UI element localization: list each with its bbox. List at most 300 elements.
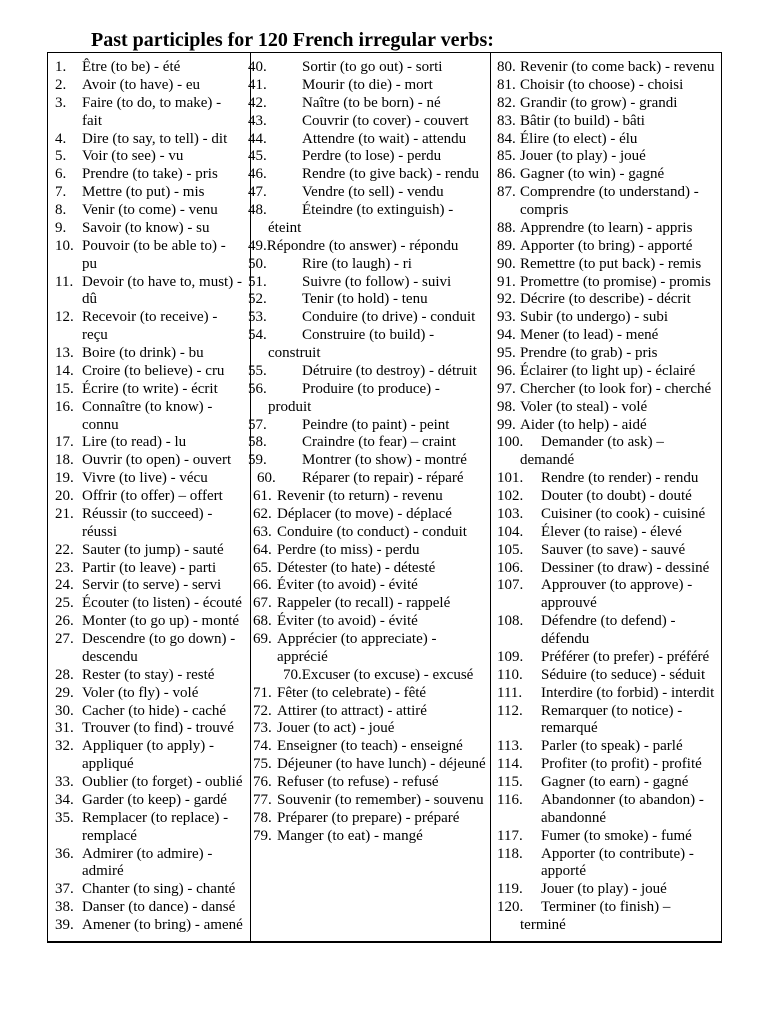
item-number: 75. [253, 756, 272, 773]
item-text: Subir (to undergo) - subi [520, 309, 669, 326]
item-number: 119. [497, 881, 523, 898]
item-text: Être (to be) - été [82, 59, 181, 75]
item-number: 38. [55, 899, 74, 916]
item-text-continued: construit [268, 345, 321, 361]
verb-item [47, 95, 279, 131]
verb-item [250, 470, 482, 488]
item-number: 96. [497, 362, 516, 379]
item-text: Attendre (to wait) - attendu [302, 130, 467, 147]
item-number: 44. [248, 130, 267, 147]
item-text: Fêter (to celebrate) - fêté [277, 684, 427, 701]
item-text-continued: admiré [82, 863, 124, 880]
item-text-continued: descendu [82, 648, 138, 665]
item-number: 13. [55, 345, 74, 361]
item-text: Éviter (to avoid) - évité [277, 613, 418, 630]
item-text: Chanter (to sing) - chanté [82, 881, 236, 898]
item-text: Offrir (to offer) – offert [82, 488, 223, 504]
item-number: 29. [55, 684, 74, 701]
verb-item [47, 77, 279, 95]
verb-item [250, 274, 482, 292]
item-text: Conduire (to conduct) - conduit [277, 523, 467, 540]
item-number: 86. [497, 166, 516, 183]
item-text-continued: dû [82, 291, 97, 308]
item-text: Voler (to fly) - volé [82, 684, 199, 701]
item-number: 59. [248, 452, 267, 469]
verb-item [490, 345, 722, 363]
item-number: 109. [497, 648, 524, 665]
item-number: 79. [253, 827, 272, 844]
item-number: 23. [55, 559, 74, 576]
item-number: 21. [55, 505, 74, 522]
verb-item [250, 828, 482, 846]
item-number: 112. [497, 702, 523, 719]
item-text: Parler (to speak) - parlé [541, 738, 683, 755]
item-text: Réparer (to repair) - réparé [302, 470, 464, 487]
item-text-continued: abandonné [541, 809, 606, 826]
verb-item [47, 613, 279, 631]
item-text: Chercher (to look for) - cherché [520, 380, 712, 397]
verb-item [47, 881, 279, 899]
verb-item [47, 399, 279, 435]
verb-item [250, 434, 482, 452]
item-number: 48. [248, 202, 267, 218]
verb-item [250, 685, 482, 703]
item-number: 51. [248, 273, 267, 290]
item-text: Voler (to steal) - volé [520, 398, 648, 415]
item-text: Trouver (to find) - trouvé [82, 720, 234, 737]
verb-item [490, 828, 722, 846]
verb-item [490, 184, 722, 220]
verb-item [250, 309, 482, 327]
item-number: 22. [55, 541, 74, 558]
item-text-continued: fait [82, 112, 102, 129]
item-number: 32. [55, 738, 74, 755]
item-text: Partir (to leave) - parti [82, 559, 217, 576]
item-number: 108. [497, 613, 524, 630]
item-text: Venir (to come) - venu [82, 202, 218, 218]
item-number: 66. [253, 577, 272, 594]
item-text: Défendre (to defend) - [541, 613, 676, 630]
item-text: Écouter (to listen) - écouté [82, 595, 242, 612]
item-number: 111. [497, 684, 523, 701]
item-number: 78. [253, 809, 272, 826]
item-text: Admirer (to admire) - [82, 845, 213, 862]
item-number: 42. [248, 94, 267, 111]
item-text: Éviter (to avoid) - évité [277, 577, 418, 594]
item-text: Éteindre (to extinguish) - [302, 202, 454, 218]
item-text: Dire (to say, to tell) - dit [82, 130, 228, 147]
item-number: 57. [248, 416, 267, 433]
item-number: 104. [497, 523, 524, 540]
verb-item [47, 488, 279, 506]
item-number: 82. [497, 94, 516, 111]
item-text: Choisir (to choose) - choisi [520, 76, 684, 93]
item-text: Détruire (to destroy) - détruit [302, 362, 477, 379]
verb-item [250, 703, 482, 721]
item-number: 110. [497, 666, 523, 683]
item-text: Sauter (to jump) - sauté [82, 541, 224, 558]
verb-item [250, 166, 482, 184]
item-text: Tenir (to hold) - tenu [302, 291, 428, 308]
verb-item [490, 756, 722, 774]
item-number: 116. [497, 791, 523, 808]
item-text: Aider (to help) - aidé [520, 416, 647, 433]
item-number: 28. [55, 666, 74, 683]
item-text: Détester (to hate) - détesté [277, 559, 436, 576]
verb-item [250, 113, 482, 131]
item-text: Boire (to drink) - bu [82, 345, 204, 361]
item-number: 71. [253, 684, 272, 701]
verb-item [47, 345, 279, 363]
verb-item [250, 720, 482, 738]
item-text: Cacher (to hide) - caché [82, 702, 227, 719]
item-number: 97. [497, 380, 516, 397]
item-number: 15. [55, 380, 74, 397]
item-number: 10. [55, 237, 74, 254]
item-text: Rester (to stay) - resté [82, 666, 215, 683]
item-number: 50. [248, 255, 267, 272]
item-number: 45. [248, 148, 267, 165]
verb-item [250, 542, 482, 560]
verb-item [490, 685, 722, 703]
item-number: 65. [253, 559, 272, 576]
item-text: Fumer (to smoke) - fumé [541, 827, 692, 844]
item-text: Vivre (to live) - vécu [82, 470, 208, 487]
item-text: Connaître (to know) - [82, 398, 213, 415]
item-number: 3. [55, 94, 67, 111]
item-text-continued: demandé [520, 452, 575, 469]
verb-item [250, 95, 482, 113]
item-text: Peindre (to paint) - peint [302, 416, 450, 433]
item-number: 107. [497, 577, 524, 594]
item-number: 18. [55, 452, 74, 469]
item-number: 26. [55, 613, 74, 630]
verb-item [47, 166, 279, 184]
verb-item [490, 148, 722, 166]
item-number: 46. [248, 166, 267, 183]
verb-item [47, 685, 279, 703]
verb-item [490, 131, 722, 149]
item-text: Promettre (to promise) - promis [520, 273, 711, 290]
item-number: 101. [497, 470, 524, 487]
item-number: 95. [497, 345, 516, 361]
item-text: Faire (to do, to make) - [82, 94, 222, 111]
item-text: Répondre (to answer) - répondu [266, 237, 459, 254]
verb-item [490, 274, 722, 292]
item-text: Jouer (to act) - joué [277, 720, 395, 737]
item-number: 60. [257, 470, 276, 487]
item-number: 37. [55, 881, 74, 898]
item-text: Couvrir (to cover) - couvert [302, 112, 469, 129]
verb-column-3 [490, 59, 722, 935]
item-number: 56. [248, 380, 267, 397]
item-text: Élever (to raise) - élevé [541, 523, 682, 540]
item-text: Savoir (to know) - su [82, 219, 210, 236]
item-number: 72. [253, 702, 272, 719]
item-text: Conduire (to drive) - conduit [302, 309, 476, 326]
item-number: 9. [55, 219, 67, 236]
verb-item [250, 381, 482, 417]
item-number: 73. [253, 720, 272, 737]
item-text: Réussir (to succeed) - [82, 505, 213, 522]
verb-item [490, 899, 722, 935]
verb-item [47, 703, 279, 721]
item-number: 39. [55, 917, 74, 933]
item-text-continued: produit [268, 398, 312, 415]
verb-item [490, 59, 722, 77]
item-text: Produire (to produce) - [302, 380, 440, 397]
verb-item [490, 291, 722, 309]
verb-item [490, 881, 722, 899]
verb-item [490, 417, 722, 435]
item-text: Sortir (to go out) - sorti [302, 59, 443, 75]
item-text-continued: compris [520, 202, 569, 218]
item-line [283, 667, 473, 685]
item-number: 69. [253, 631, 272, 647]
item-text: Apporter (to contribute) - [541, 845, 694, 862]
item-number: 80. [497, 59, 516, 75]
item-text-continued: remplacé [82, 827, 137, 844]
verb-item [47, 184, 279, 202]
verb-item [47, 899, 279, 917]
verb-item [47, 202, 279, 220]
item-number: 40. [248, 59, 267, 75]
item-number: 106. [497, 559, 524, 576]
item-number: 77. [253, 791, 272, 808]
item-number: 58. [248, 434, 267, 451]
item-text: Jouer (to play) - joué [541, 881, 667, 898]
verb-item [490, 560, 722, 578]
item-line [248, 238, 458, 256]
verb-item [47, 238, 279, 274]
item-number: 68. [253, 613, 272, 630]
item-number: 6. [55, 166, 67, 183]
item-text: Profiter (to profit) - profité [541, 756, 702, 773]
item-number: 35. [55, 809, 74, 826]
item-text: Enseigner (to teach) - enseigné [277, 738, 463, 755]
verb-item [250, 184, 482, 202]
verb-item [47, 59, 279, 77]
item-text: Préparer (to prepare) - préparé [277, 809, 460, 826]
item-text: Oublier (to forget) - oublié [82, 774, 243, 790]
item-text: Manger (to eat) - mangé [277, 827, 423, 844]
item-number: 99. [497, 416, 516, 433]
item-number: 61. [253, 488, 272, 504]
item-number: 105. [497, 541, 524, 558]
item-text: Revenir (to come back) - revenu [520, 59, 715, 75]
item-text: Comprendre (to understand) - [520, 184, 699, 201]
item-number: 41. [248, 76, 267, 93]
verb-item [250, 774, 482, 792]
verb-item [490, 434, 722, 470]
item-number: 53. [248, 309, 267, 326]
verb-item [490, 649, 722, 667]
item-text: Pouvoir (to be able to) - [82, 237, 226, 254]
item-text: Recevoir (to receive) - [82, 309, 218, 326]
verb-item [250, 363, 482, 381]
item-number: 67. [253, 595, 272, 612]
verb-item [47, 595, 279, 613]
item-text-continued: éteint [268, 219, 302, 236]
item-number: 93. [497, 309, 516, 326]
verb-item [47, 917, 279, 935]
item-text: Bâtir (to build) - bâti [520, 112, 645, 129]
item-text: Approuver (to approve) - [541, 577, 693, 594]
verb-item [47, 220, 279, 238]
item-text: Remettre (to put back) - remis [520, 255, 702, 272]
item-text: Excuser (to excuse) - excusé [301, 666, 474, 683]
item-number: 4. [55, 130, 67, 147]
item-text: Apprécier (to appreciate) - [277, 631, 437, 647]
item-text: Apporter (to bring) - apporté [520, 237, 693, 254]
item-number: 115. [497, 774, 523, 790]
item-number: 91. [497, 273, 516, 290]
item-text: Mettre (to put) - mis [82, 184, 205, 201]
verb-item [250, 131, 482, 149]
verb-item [47, 309, 279, 345]
item-number: 36. [55, 845, 74, 862]
item-text: Avoir (to have) - eu [82, 76, 201, 93]
verb-item [490, 703, 722, 739]
verb-item [490, 542, 722, 560]
item-number: 8. [55, 202, 67, 218]
item-text: Rappeler (to recall) - rappelé [277, 595, 451, 612]
item-text: Prendre (to take) - pris [82, 166, 218, 183]
item-text: Sauver (to save) - sauvé [541, 541, 686, 558]
item-text: Construire (to build) - [302, 327, 435, 344]
item-text: Garder (to keep) - gardé [82, 791, 227, 808]
item-number: 118. [497, 845, 523, 862]
verb-item [250, 560, 482, 578]
item-text: Douter (to doubt) - douté [541, 488, 692, 504]
item-text: Monter (to go up) - monté [82, 613, 240, 630]
item-text: Remplacer (to replace) - [82, 809, 229, 826]
item-text: Séduire (to seduce) - séduit [541, 666, 706, 683]
page-title: Past participles for 120 French irregular verbs: [91, 29, 494, 51]
verb-item [250, 667, 482, 685]
item-number: 7. [55, 184, 67, 201]
verb-item [490, 166, 722, 184]
verb-item [490, 792, 722, 828]
item-number: 100. [497, 434, 524, 451]
verb-item [250, 810, 482, 828]
verb-item [250, 595, 482, 613]
verb-item [490, 363, 722, 381]
item-text: Danser (to dance) - dansé [82, 899, 236, 916]
verb-item [250, 452, 482, 470]
item-text: Refuser (to refuse) - refusé [277, 774, 439, 790]
verb-item [250, 291, 482, 309]
item-number: 27. [55, 631, 74, 647]
verb-item [490, 77, 722, 95]
item-number: 114. [497, 756, 523, 773]
item-number: 33. [55, 774, 74, 790]
item-number: 25. [55, 595, 74, 612]
item-number: 94. [497, 327, 516, 344]
verb-item [47, 131, 279, 149]
item-number: 31. [55, 720, 74, 737]
verb-column-2 [248, 59, 486, 846]
item-number: 102. [497, 488, 524, 504]
item-number: 47. [248, 184, 267, 201]
verb-item [250, 59, 482, 77]
item-text: Devoir (to have to, must) - [82, 273, 242, 290]
item-number: 89. [497, 237, 516, 254]
item-number: 70. [283, 666, 302, 683]
verb-item [47, 720, 279, 738]
item-text-continued: défendu [541, 631, 590, 647]
verb-item [47, 381, 279, 399]
verb-item [250, 256, 482, 274]
verb-item [490, 613, 722, 649]
item-text: Gagner (to win) - gagné [520, 166, 665, 183]
item-number: 113. [497, 738, 523, 755]
verb-item [47, 667, 279, 685]
item-text: Remarquer (to notice) - [541, 702, 683, 719]
verb-item [490, 506, 722, 524]
verb-item [250, 77, 482, 95]
verb-item [490, 774, 722, 792]
item-text: Élire (to elect) - élu [520, 130, 638, 147]
verb-item [490, 738, 722, 756]
verb-item [490, 95, 722, 113]
item-number: 43. [248, 112, 267, 129]
item-text: Suivre (to follow) - suivi [302, 273, 452, 290]
item-text: Jouer (to play) - joué [520, 148, 646, 165]
item-number: 85. [497, 148, 516, 165]
item-number: 74. [253, 738, 272, 755]
item-text-continued: approuvé [541, 595, 597, 612]
item-text: Déplacer (to move) - déplacé [277, 505, 452, 522]
verb-item [250, 417, 482, 435]
item-text: Mourir (to die) - mort [302, 76, 433, 93]
item-text: Rire (to laugh) - ri [302, 255, 412, 272]
verb-item [47, 363, 279, 381]
verb-item [250, 577, 482, 595]
verb-item [47, 506, 279, 542]
item-number: 2. [55, 76, 67, 93]
item-number: 34. [55, 791, 74, 808]
verb-item [47, 148, 279, 166]
verb-item [490, 667, 722, 685]
item-number: 103. [497, 505, 524, 522]
item-text: Lire (to read) - lu [82, 434, 187, 451]
item-text: Apprendre (to learn) - appris [520, 219, 693, 236]
item-text: Terminer (to finish) – [541, 899, 671, 916]
item-number: 120. [497, 899, 524, 916]
verb-item [47, 738, 279, 774]
verb-item [250, 202, 482, 238]
item-number: 54. [248, 327, 267, 344]
verb-item [250, 506, 482, 524]
item-number: 5. [55, 148, 67, 165]
item-text: Cuisiner (to cook) - cuisiné [541, 505, 706, 522]
item-text-continued: réussi [82, 523, 117, 540]
verb-item [250, 148, 482, 166]
item-text: Éclairer (to light up) - éclairé [520, 362, 696, 379]
verb-item [47, 810, 279, 846]
item-text: Préférer (to prefer) - préféré [541, 648, 710, 665]
item-text: Appliquer (to apply) - [82, 738, 215, 755]
item-text: Décrire (to describe) - décrit [520, 291, 691, 308]
verb-item [490, 220, 722, 238]
item-text-continued: remarqué [541, 720, 598, 737]
item-text-continued: connu [82, 416, 119, 433]
item-text-continued: reçu [82, 327, 108, 344]
item-text: Amener (to bring) - amené [82, 917, 243, 933]
item-number: 11. [55, 273, 74, 290]
item-number: 76. [253, 774, 272, 790]
